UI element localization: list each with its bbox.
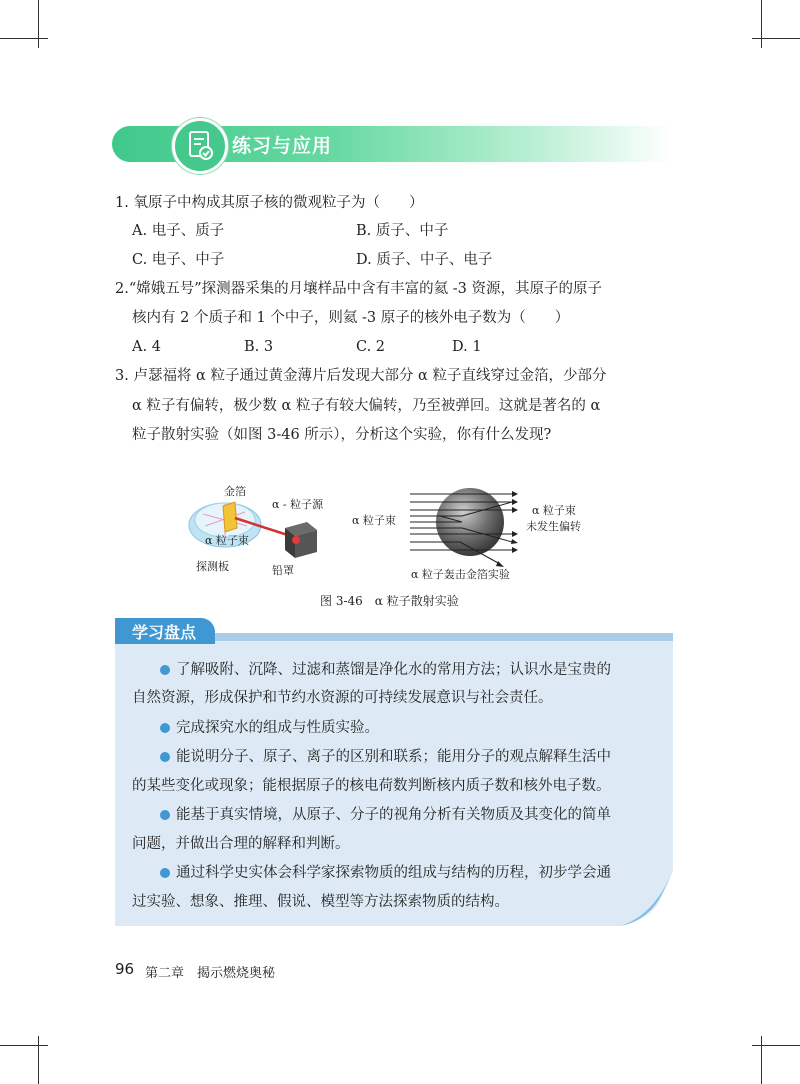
question-3-line-1: 3. 卢瑟福将 α 粒子通过黄金薄片后发现大部分 α 粒子直线穿过金箔，少部分 xyxy=(115,368,607,384)
question-2-option-d: D. 1 xyxy=(452,339,482,355)
bullet-icon xyxy=(160,810,170,820)
summary-item-2-line-1: 完成探究水的组成与性质实验。 xyxy=(160,718,379,738)
label-gold-foil: 金箔 xyxy=(224,485,246,498)
label-lead-shield: 铅罩 xyxy=(272,564,294,577)
summary-title: 学习盘点 xyxy=(132,623,197,642)
crop-mark xyxy=(752,1045,800,1046)
question-1-option-b: B. 质子、中子 xyxy=(356,223,449,239)
summary-item-4-line-2: 问题，并做出合理的解释和判断。 xyxy=(132,836,350,852)
summary-item-5-line-1: 通过科学史实体会科学家探索物质的组成与结构的历程，初步学会通 xyxy=(160,863,611,883)
figure-caption: 图 3-46 α 粒子散射实验 xyxy=(320,594,459,608)
summary-item-1-line-2: 自然资源，形成保护和节约水资源的可持续发展意识与社会责任。 xyxy=(132,690,553,706)
crop-mark xyxy=(38,0,39,48)
crop-mark xyxy=(0,38,48,39)
question-2-option-c: C. 2 xyxy=(356,339,386,355)
summary-item-1-line-1: 了解吸附、沉降、过滤和蒸馏是净化水的常用方法；认识水是宝贵的 xyxy=(160,660,611,680)
label-alpha-beam-left: α 粒子束 xyxy=(205,534,249,547)
bullet-icon xyxy=(160,752,170,762)
crop-mark xyxy=(38,1036,39,1084)
page-number: 96 xyxy=(115,960,135,978)
question-3-line-2: α 粒子有偏转，极少数 α 粒子有较大偏转，乃至被弹回。这就是著名的 α xyxy=(132,398,601,414)
crop-mark xyxy=(761,0,762,48)
label-alpha-source: α - 粒子源 xyxy=(272,498,324,511)
bullet-icon xyxy=(160,723,170,733)
question-1-option-d: D. 质子、中子、电子 xyxy=(356,252,493,268)
bullet-icon xyxy=(160,868,170,878)
question-2-option-b: B. 3 xyxy=(244,339,274,355)
crop-mark xyxy=(761,1036,762,1084)
gold-atom-scattering-diagram xyxy=(400,472,530,572)
summary-item-5-line-2: 过实验、想象、推理、假说、模型等方法探索物质的结构。 xyxy=(132,894,509,910)
label-detector: 探测板 xyxy=(196,560,229,573)
chapter-title: 第二章 揭示燃烧奥秘 xyxy=(145,966,276,981)
exercise-icon xyxy=(172,118,228,174)
question-1-option-c: C. 电子、中子 xyxy=(132,252,225,268)
page-curl-decoration xyxy=(620,870,675,928)
question-3-line-3: 粒子散射实验（如图 3-46 所示），分析这个实验，你有什么发现? xyxy=(132,427,552,443)
question-2-line-1: 2.“嫦娥五号”探测器采集的月壤样品中含有丰富的氦 -3 资源，其原子的原子 xyxy=(115,281,603,297)
crop-mark xyxy=(752,38,800,39)
question-2-option-a: A. 4 xyxy=(132,339,161,355)
summary-item-4-line-1: 能基于真实情境，从原子、分子的视角分析有关物质及其变化的简单 xyxy=(160,805,611,825)
question-2-line-2: 核内有 2 个质子和 1 个中子，则氦 -3 原子的核外电子数为（ ） xyxy=(132,310,570,326)
label-gold-foil-experiment: α 粒子轰击金箔实验 xyxy=(411,568,510,581)
label-not-deflected: 未发生偏转 xyxy=(526,520,581,533)
label-alpha-beam-incoming: α 粒子束 xyxy=(352,514,396,527)
section-title: 练习与应用 xyxy=(232,135,333,157)
summary-item-3-line-1: 能说明分子、原子、离子的区别和联系；能用分子的观点解释生活中 xyxy=(160,747,611,767)
summary-tab-bar xyxy=(200,633,673,641)
question-1-stem: 1. 氧原子中构成其原子核的微观粒子为（ ） xyxy=(115,195,424,211)
label-alpha-beam-out: α 粒子束 xyxy=(532,504,576,517)
bullet-icon xyxy=(160,665,170,675)
question-1-option-a: A. 电子、质子 xyxy=(132,223,225,239)
crop-mark xyxy=(0,1045,48,1046)
summary-item-3-line-2: 的某些变化或现象；能根据原子的核电荷数判断核内质子数和核外电子数。 xyxy=(132,778,611,794)
